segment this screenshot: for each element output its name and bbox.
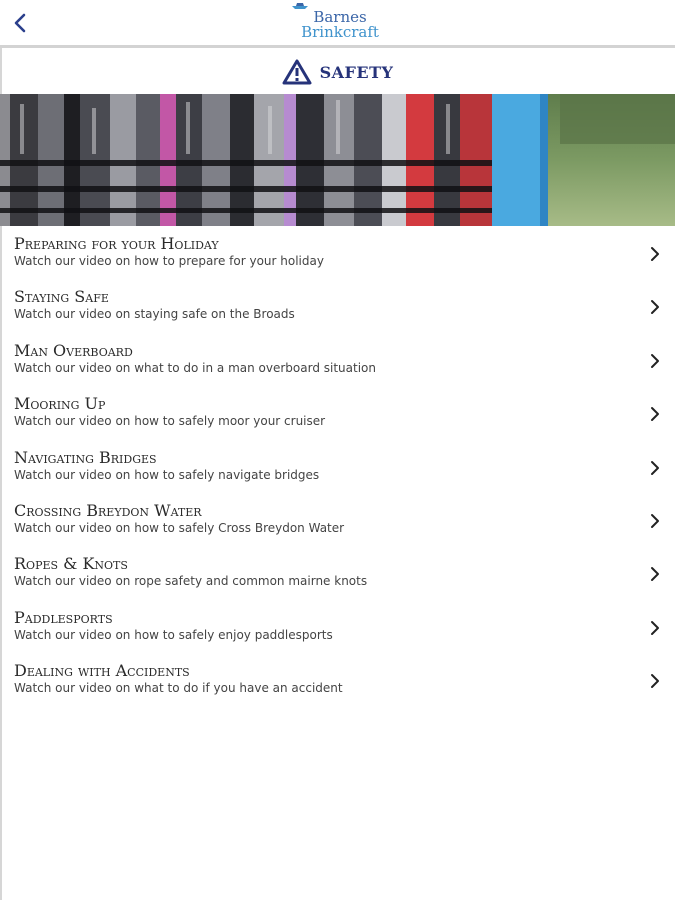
item-subtitle: Watch our video on how to safely navigate bridges bbox=[14, 467, 320, 482]
page-title: SAFETY bbox=[319, 62, 394, 82]
item-subtitle: Watch our video on how to prepare for your holiday bbox=[14, 254, 324, 268]
chevron-right-icon bbox=[649, 244, 661, 264]
banner-image bbox=[0, 94, 675, 226]
chevron-right-icon bbox=[649, 618, 661, 638]
item-title: Preparing for your Holiday bbox=[14, 234, 219, 253]
page-title-bar bbox=[0, 50, 675, 94]
list-item[interactable] bbox=[0, 337, 675, 390]
item-subtitle: Watch our video on what to do in a man overboard situation bbox=[14, 360, 376, 375]
logo-line-2: Brinkcraft bbox=[301, 23, 379, 41]
item-title: Navigating Bridges bbox=[14, 447, 157, 467]
list-item[interactable] bbox=[0, 230, 675, 283]
chevron-right-icon bbox=[649, 404, 661, 424]
logo-line-1: Barnes bbox=[313, 8, 367, 26]
list-item[interactable] bbox=[0, 550, 675, 603]
item-subtitle: Watch our video on how to safely moor your cruiser bbox=[14, 414, 326, 429]
item-subtitle: Watch our video on how to safely Cross Breydon Water bbox=[14, 520, 345, 535]
chevron-right-icon bbox=[649, 511, 661, 531]
item-title: Man Overboard bbox=[14, 340, 133, 360]
item-subtitle: Watch our video on rope safety and common mairne knots bbox=[14, 574, 368, 589]
list-item[interactable] bbox=[0, 444, 675, 497]
chevron-right-icon bbox=[649, 564, 661, 584]
back-button[interactable] bbox=[8, 9, 32, 37]
life-jackets-photo bbox=[0, 94, 675, 226]
brand-logo bbox=[290, 2, 390, 44]
item-title: Staying Safe bbox=[14, 287, 109, 307]
safety-video-list bbox=[0, 230, 675, 711]
warning-triangle-icon bbox=[282, 59, 312, 85]
chevron-right-icon bbox=[649, 458, 661, 478]
item-subtitle: Watch our video on what to do if you have an accident bbox=[14, 681, 343, 696]
list-item[interactable] bbox=[0, 390, 675, 443]
item-title: Dealing with Accidents bbox=[14, 661, 190, 681]
list-item[interactable] bbox=[0, 497, 675, 550]
chevron-right-icon bbox=[649, 671, 661, 691]
item-title: Mooring Up bbox=[14, 394, 106, 414]
chevron-right-icon bbox=[649, 351, 661, 371]
item-title: Paddlesports bbox=[14, 607, 113, 627]
boat-icon bbox=[290, 2, 310, 10]
item-subtitle: Watch our video on staying safe on the Broads bbox=[14, 307, 295, 322]
list-item[interactable] bbox=[0, 604, 675, 657]
app-header bbox=[0, 0, 675, 48]
list-item[interactable] bbox=[0, 657, 675, 710]
chevron-left-icon bbox=[13, 12, 27, 34]
list-item[interactable] bbox=[0, 283, 675, 336]
item-title: Ropes & Knots bbox=[14, 554, 128, 574]
item-subtitle: Watch our video on how to safely enjoy paddlesports bbox=[14, 627, 333, 642]
item-title: Crossing Breydon Water bbox=[14, 500, 202, 520]
chevron-right-icon bbox=[649, 297, 661, 317]
